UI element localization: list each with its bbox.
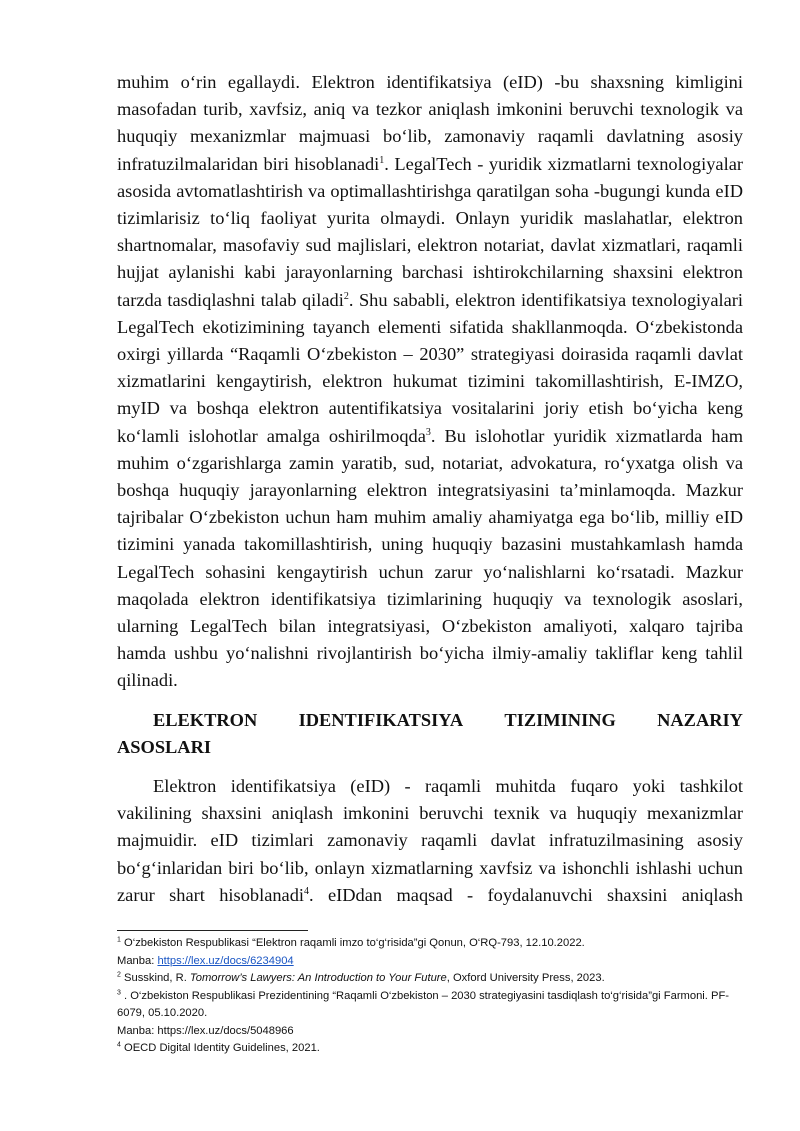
heading-word-2: IDENTIFIKATSIYA xyxy=(298,710,464,730)
section-heading xyxy=(117,707,743,761)
footnote-3 xyxy=(117,988,757,1041)
section-heading-line2: ASOSLARI xyxy=(117,737,212,758)
intro-paragraph xyxy=(117,69,743,695)
heading-word-1: ELEKTRON xyxy=(153,710,258,730)
footnote-3-number: 3 xyxy=(117,988,121,996)
footnote-ref-3[interactable]: 3 xyxy=(425,426,431,438)
footnote-separator xyxy=(117,930,308,931)
footnote-1-number: 1 xyxy=(117,936,121,944)
theory-text-part2: . eIDdan maqsad - foydalanuvchi shaxsini aniqlash xyxy=(309,884,743,905)
section-heading-line1 xyxy=(117,707,743,734)
intro-text-part4: . Bu islohotlar yuridik xizmatlarda ham muhim o‘zgarishlarga zamin yaratib, sud, notariat, advokatura, ro‘yxatga olish va boshqa huquqiy jarayonlarning elektron integratsiyasini ta’minlamoqda. Mazkur tajribalar O‘zbekiston uchun ham muhim amaliy ahamiyatga ega bo‘lib, milliy eID tizimini yanada takomillashtirish, uning huquqiy bazasini mustahkamlash hamda LegalTech sohasini kengaytirish uchun zarur yo‘nalishlarni ko‘rsatadi. Mazkur maqolada elektron identifikatsiya tizimlarining huquqiy va texnologik asoslari, ularning LegalTech bilan integratsiyasi, O‘zbekiston amaliyoti, xalqaro tajriba hamda ushbu yo‘nalishni rivojlantirish bo‘yicha ilmiy-amaliy takliflar keng tahlil qilinadi. xyxy=(117,425,743,691)
intro-paragraph-text xyxy=(117,69,743,695)
footnote-4-number: 4 xyxy=(117,1041,121,1049)
footnote-ref-1[interactable]: 1 xyxy=(379,154,385,166)
footnote-1-text: O‘zbekiston Respublikasi “Elektron raqamli imzo to‘g‘risida”gi Qonun, O‘RQ-793, 12.10.2022. xyxy=(120,937,585,949)
footnote-2-text: Susskind, R. xyxy=(120,972,190,984)
footnotes xyxy=(117,935,757,1058)
footnote-2-book-title: Tomorrow’s Lawyers: An Introduction to Your Future xyxy=(189,972,447,984)
heading-word-3: TIZIMINING xyxy=(504,710,616,730)
footnote-4 xyxy=(117,1040,757,1058)
intro-text-part3: . Shu sababli, elektron identifikatsiya texnologiyalari LegalTech ekotizimining tayanch elementi sifatida shakllanmoqda. O‘zbekistonda oxirgi yillarda “Raqamli O‘zbekiston – 2030” strategiyasi doirasida raqamli davlat xizmatlarini kengaytirish, elektron hukumat tizimini takomillashtirish, E-IMZO, myID va boshqa elektron autentifikatsiya vositalarini joriy etish bo‘yicha keng ko‘lamli islohotlar amalga oshirilmoqda xyxy=(117,289,743,446)
intro-text-part2: . LegalTech - yuridik xizmatlarni texnologiyalar asosida avtomatlashtirish va optimallashtirishga qaratilgan soha -bugungi kunda eID tizimlarisiz to‘liq faoliyat yurita olmaydi. Onlayn yuridik maslahatlar, elektron shartnomalar, masofaviy sud majlislari, elektron notariat, davlat xizmatlari, raqamli hujjat aylanishi kabi jarayonlarning barchasi ishtirokchilarning shaxsini elektron tarzda tasdiqlashni talab qiladi xyxy=(117,153,743,310)
intro-text-part1: muhim o‘rin egallaydi. Elektron identifikatsiya (eID) -bu shaxsning kimligini masofadan turib, xavfsiz, aniq va tezkor aniqlash imkonini beruvchi texnologik va huquqiy mexanizmlar majmuasi bo‘lib, zamonaviy raqamli davlatning asosiy infratuzilmalaridan biri hisoblanadi xyxy=(117,72,743,174)
theory-text-part1: Elektron identifikatsiya (eID) - raqamli muhitda fuqaro yoki tashkilot vakilining shaxsini aniqlash imkonini beruvchi texnik va huquqiy mexanizmlar majmuidir. eID tizimlari zamonaviy raqamli davlat infratuzilmasining asosiy bo‘g‘inlaridan biri bo‘lib, onlayn xizmatlarning xavfsiz va ishonchli ishlashi uchun zarur shart hisoblanadi xyxy=(117,776,743,905)
footnote-ref-2[interactable]: 2 xyxy=(343,290,349,302)
footnote-1-link[interactable]: https://lex.uz/docs/6234904 xyxy=(157,954,294,967)
footnote-3-text: . O‘zbekiston Respublikasi Prezidentining “Raqamli O‘zbekiston – 2030 strategiyasini tasdiqlash to‘g‘risida”gi Farmoni. PF-6079, 05.10.2020. xyxy=(117,989,730,1019)
heading-word-4: NAZARIY xyxy=(657,710,743,730)
footnote-3-source: Manba: https://lex.uz/docs/5048966 xyxy=(117,1024,294,1037)
footnote-2-publisher: , Oxford University Press, 2023. xyxy=(446,972,605,984)
footnote-2 xyxy=(117,970,757,988)
footnote-2-number: 2 xyxy=(117,971,121,979)
footnote-1-source-label: Manba: xyxy=(117,954,158,967)
footnote-4-text: OECD Digital Identity Guidelines, 2021. xyxy=(120,1042,320,1054)
theory-paragraph xyxy=(117,773,743,909)
footnote-ref-4[interactable]: 4 xyxy=(304,885,310,897)
footnote-1 xyxy=(117,935,757,970)
